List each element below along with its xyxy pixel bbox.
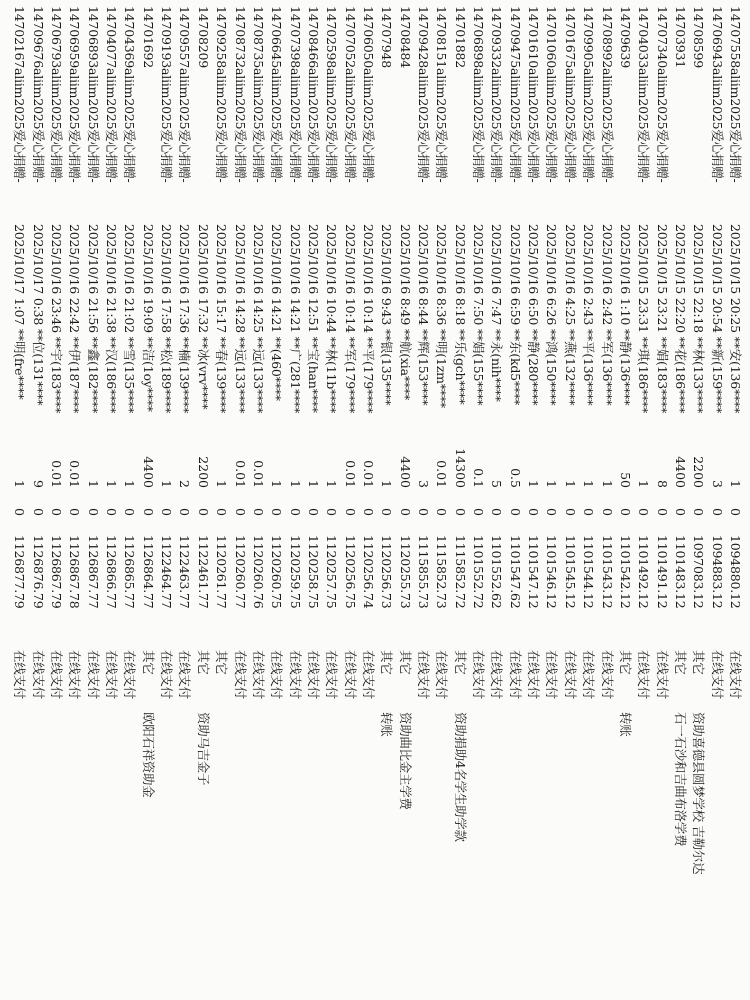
donation-id: 14701692 [140,6,156,69]
payment-method: 其它 [140,650,156,675]
donation-amount: 1 [85,480,101,488]
donation-id: 14701060aliim2025爱心捐赠- [544,6,560,183]
donation-time-donor: 2025/10/16 17:58 **松(189**** [159,224,175,414]
fee-value: 0 [562,508,578,516]
payment-method: 在线支付 [305,650,321,699]
donation-amount: 4400 [397,456,413,488]
remark-text: 转账 [379,712,395,737]
donation-amount: 0.1 [471,468,487,488]
donation-id: 14704369aliim2025爱心捐赠- [122,6,138,183]
running-balance: 1120260.76 [250,535,266,609]
donation-time-donor: 2025/10/16 1:10 **静(136**** [617,224,633,406]
donation-amount: 0.01 [232,460,248,488]
donation-id: 14709428aliim2025爱心捐赠- [416,6,432,183]
running-balance: 1115852.72 [452,535,468,609]
donation-time-donor: 2025/10/16 17:32 **冰(vrv**** [195,224,211,410]
donation-amount: 14300 [452,448,468,488]
donation-amount: 1 [581,480,597,488]
donation-id: 14706943aliim2025爱心捐赠- [709,6,725,183]
payment-method: 在线支付 [324,650,340,699]
payment-method: 在线支付 [526,650,542,699]
donation-id: 14706959aliim2025爱心捐赠- [67,6,83,183]
donation-time-donor: 2025/10/16 22:42 **伊(187**** [67,224,83,414]
running-balance: 1126867.78 [67,535,83,609]
payment-method: 在线支付 [122,650,138,699]
donation-amount: 1 [544,480,560,488]
donation-amount: 0.01 [67,460,83,488]
donation-time-donor: 2025/10/15 22:20 **花(186**** [672,224,688,414]
donation-id: 14707948 [379,6,395,69]
running-balance: 1101546.12 [544,535,560,609]
running-balance: 1120260.75 [269,535,285,609]
donation-id: 14706893aliim2025爱心捐赠- [85,6,101,183]
payment-method: 在线支付 [232,650,248,699]
donation-amount: 1 [324,480,340,488]
running-balance: 1120257.75 [324,535,340,609]
running-balance: 1126867.79 [49,535,65,609]
fee-value: 0 [526,508,542,516]
fee-value: 0 [177,508,193,516]
fee-value: 0 [250,508,266,516]
running-balance: 1122464.77 [159,535,175,609]
donation-id: 14708209 [195,6,211,69]
donation-amount: 2 [177,480,193,488]
payment-method: 在线支付 [507,650,523,699]
running-balance: 1101492.12 [636,535,652,609]
donation-amount: 9 [30,480,46,488]
donation-id: 14708599 [691,6,707,69]
donation-amount: 4400 [140,456,156,488]
running-balance: 1120261.77 [214,535,230,609]
fee-value: 0 [471,508,487,516]
payment-method: 在线支付 [287,650,303,699]
payment-method: 在线支付 [562,650,578,699]
donation-time-donor: 2025/10/16 14:28 **远(133**** [232,224,248,414]
fee-value: 0 [544,508,560,516]
running-balance: 1120256.75 [342,535,358,609]
donation-time-donor: 2025/10/16 12:51 **宝(han**** [305,224,321,413]
running-balance: 1126866.77 [104,535,120,609]
donation-time-donor: 2025/10/16 6:26 **鸿(150**** [544,224,560,406]
running-balance: 1120259.75 [287,535,303,609]
donation-id: 14707052aliim2025爱心捐赠- [342,6,358,183]
payment-method: 在线支付 [269,650,285,699]
donation-time-donor: 2025/10/15 20:54 **新(159**** [709,224,725,414]
fee-value: 0 [709,508,725,516]
donation-id: 14708484 [397,6,413,69]
fee-value: 0 [434,508,450,516]
donation-amount: 2200 [691,456,707,488]
donation-id: 14709676aliim2025爱心捐赠- [30,6,46,183]
running-balance: 1122463.77 [177,535,193,609]
payment-method: 在线支付 [544,650,560,699]
payment-method: 在线支付 [361,650,376,699]
donation-id: 14709475aliim2025爱心捐赠- [507,6,523,183]
donation-amount: 0.01 [434,460,450,488]
fee-value: 0 [12,508,28,516]
running-balance: 1101542.12 [617,535,633,609]
payment-method: 其它 [195,650,211,675]
donation-time-donor: 2025/10/15 23:31 **琪(186**** [636,224,652,414]
donation-time-donor: 2025/10/16 9:43 **银(135**** [379,224,395,406]
fee-value: 0 [379,508,395,516]
donation-id: 14709258aliim2025爱心捐赠- [214,6,230,183]
donation-time-donor: 2025/10/17 0:38 **位(131**** [30,224,46,406]
payment-method: 在线支付 [250,650,266,699]
payment-method: 其它 [617,650,633,675]
donation-id: 14709557aliim2025爱心捐赠- [177,6,193,183]
payment-method: 在线支付 [654,650,670,699]
donation-amount: 1 [287,480,303,488]
payment-method: 在线支付 [159,650,175,699]
running-balance: 1101552.72 [471,535,487,609]
payment-method: 在线支付 [599,650,615,699]
donation-time-donor: 2025/10/16 8:49 **航(xia**** [397,224,413,401]
payment-method: 其它 [397,650,413,675]
payment-method: 在线支付 [581,650,597,699]
donation-time-donor: 2025/10/16 10:14 **军(179**** [342,224,358,414]
donation-id: 14706645aliim2025爱心捐赠- [269,6,285,183]
donation-time-donor: 2025/10/16 7:50 **娟(155**** [471,224,487,406]
donation-time-donor: 2025/10/15 22:18 **林(133**** [691,224,707,414]
fee-value: 0 [104,508,120,516]
payment-method: 在线支付 [85,650,101,699]
running-balance: 1101547.62 [507,535,523,609]
running-balance: 1097083.12 [691,535,707,609]
running-balance: 1101547.12 [526,535,542,609]
donation-amount: 1 [636,480,652,488]
fee-value: 0 [507,508,523,516]
donation-id: 14703931 [672,6,688,69]
running-balance: 1122461.77 [195,535,211,609]
running-balance: 1126877.79 [12,535,28,609]
fee-value: 0 [195,508,211,516]
donation-time-donor: 2025/10/16 2:43 **平(136**** [581,224,597,406]
donation-id: 14701675aliim2025爱心捐赠- [562,6,578,183]
donation-time-donor: 2025/10/16 8:18 **乐(gch**** [452,224,468,405]
donation-amount: 1 [305,480,321,488]
donation-time-donor: 2025/10/16 15:17 **春(139**** [214,224,230,414]
donation-id: 14706793aliim2025爱心捐赠- [49,6,65,183]
remark-text: 转账 [617,712,633,737]
donation-id: 14709193aliim2025爱心捐赠- [159,6,175,183]
donation-id: 14707558aliim2025爱心捐赠- [728,6,743,183]
fee-value: 0 [232,508,248,516]
fee-value: 0 [85,508,101,516]
fee-value: 0 [636,508,652,516]
remark-text: 资助捐助4名学生助学款 [452,712,468,842]
fee-value: 0 [140,508,156,516]
fee-value: 0 [416,508,432,516]
running-balance: 1101543.12 [599,535,615,609]
remark-text: 资助曲比金主学费 [397,712,413,810]
donation-id: 14704033aliim2025爱心捐赠- [636,6,652,183]
donation-id: 14707398aliim2025爱心捐赠- [287,6,303,183]
payment-method: 在线支付 [636,650,652,699]
donation-amount: 1 [159,480,175,488]
running-balance: 1126876.79 [30,535,46,609]
donation-time-donor: 2025/10/16 23:46 **宇(183**** [49,224,65,414]
donation-amount: 1 [122,480,138,488]
remark-text: 欧阳石祥资助金 [140,712,156,798]
donation-time-donor: 2025/10/15 23:21 **娟(183**** [654,224,670,414]
fee-value: 0 [214,508,230,516]
donation-amount: 0.01 [250,460,266,488]
donation-amount: 2200 [195,456,211,488]
payment-method: 其它 [452,650,468,675]
running-balance: 1120258.75 [305,535,321,609]
donation-amount: 1 [562,480,578,488]
donation-time-donor: 2025/10/15 20:25 **安(136**** [728,224,743,414]
donation-amount: 3 [709,480,725,488]
payment-method: 在线支付 [471,650,487,699]
donation-amount: 1 [599,480,615,488]
donation-id: 14702598aliim2025爱心捐赠- [324,6,340,183]
fee-value: 0 [159,508,175,516]
donation-id: 14704077aliim2025爱心捐赠- [104,6,120,183]
fee-value: 0 [452,508,468,516]
payment-method: 在线支付 [12,650,28,699]
fee-value: 0 [305,508,321,516]
donation-amount: 50 [617,472,633,488]
fee-value: 0 [122,508,138,516]
donation-amount: 0.5 [507,468,523,488]
donation-amount: 3 [416,480,432,488]
payment-method: 在线支付 [342,650,358,699]
payment-method: 在线支付 [728,650,743,699]
donation-id: 14708151aliim2025爱心捐赠- [434,6,450,183]
donation-amount: 1 [379,480,395,488]
donation-time-donor: 2025/10/16 14:25 **远(133**** [250,224,266,414]
running-balance: 1120255.73 [397,535,413,609]
payment-method: 在线支付 [709,650,725,699]
donation-time-donor: 2025/10/16 6:59 **东(kd5**** [507,224,523,406]
running-balance: 1094883.12 [709,535,725,609]
donation-id: 14708466aliim2025爱心捐赠- [305,6,321,183]
donation-time-donor: 2025/10/16 10:44 **林(11b**** [324,224,340,414]
donation-id: 14706050aliim2025爱心捐赠- [361,6,376,183]
donation-id: 14702167aliim2025爱心捐赠- [12,6,28,183]
payment-method: 其它 [672,650,688,675]
remark-text: 石一石沙和吉曲布洛学费 [672,712,688,847]
running-balance: 1094880.12 [728,535,743,609]
donation-amount: 1 [526,480,542,488]
fee-value: 0 [49,508,65,516]
fee-value: 0 [728,508,743,516]
donation-time-donor: 2025/10/16 17:36 **楠(139**** [177,224,193,414]
fee-value: 0 [617,508,633,516]
running-balance: 1120256.73 [379,535,395,609]
donation-id: 14707340aliim2025爱心捐赠- [654,6,670,183]
fee-value: 0 [361,508,376,516]
donation-time-donor: 2025/10/16 21:02 **雪(135**** [122,224,138,414]
running-balance: 1101491.12 [654,535,670,609]
running-balance: 1120256.74 [361,535,376,609]
donation-time-donor: 2025/10/16 21:38 **汉(186**** [104,224,120,414]
fee-value: 0 [67,508,83,516]
payment-method: 在线支付 [67,650,83,699]
running-balance: 1101552.62 [489,535,505,609]
donation-id: 14706898aliim2025爱心捐赠- [471,6,487,183]
fee-value: 0 [672,508,688,516]
running-balance: 1126867.77 [85,535,101,609]
remark-text: 资助喜德县圆梦学校 吉勒尔达 [691,712,707,875]
running-balance: 1101545.12 [562,535,578,609]
fee-value: 0 [342,508,358,516]
donation-amount: 1 [214,480,230,488]
running-balance: 1101544.12 [581,535,597,609]
donation-time-donor: 2025/10/16 7:47 **永(nih**** [489,224,505,402]
donation-amount: 0.01 [49,460,65,488]
fee-value: 0 [691,508,707,516]
donation-id: 14709905aliim2025爱心捐赠- [581,6,597,183]
donation-id: 14709332aliim2025爱心捐赠- [489,6,505,183]
donation-time-donor: 2025/10/16 8:44 **辉(153**** [416,224,432,406]
donation-amount: 0.01 [361,460,376,488]
payment-method: 在线支付 [416,650,432,699]
payment-method: 其它 [214,650,230,675]
ledger-row [7,0,33,1000]
donation-time-donor: 2025/10/16 21:56 **鑫(182**** [85,224,101,414]
donation-time-donor: 2025/10/16 10:14 **平(179**** [361,224,376,414]
donation-time-donor: 2025/10/16 19:09 **洁(1oy**** [140,224,156,412]
donation-time-donor: 2025/10/16 2:42 **军(136**** [599,224,615,406]
payment-method: 在线支付 [30,650,46,699]
payment-method: 在线支付 [434,650,450,699]
donation-id: 14708735aliim2025爱心捐赠- [250,6,266,183]
donation-time-donor: 2025/10/16 4:25 **燕(132**** [562,224,578,406]
donation-time-donor: 2025/10/16 8:36 **明(1zm**** [434,224,450,408]
payment-method: 在线支付 [177,650,193,699]
donation-amount: 1 [269,480,285,488]
running-balance: 1126865.77 [122,535,138,609]
donation-amount: 8 [654,480,670,488]
running-balance: 1101483.12 [672,535,688,609]
donation-id: 14708992aliim2025爱心捐赠- [599,6,615,183]
payment-method: 其它 [691,650,707,675]
payment-method: 在线支付 [489,650,505,699]
donation-amount: 4400 [672,456,688,488]
donation-amount: 1 [12,480,28,488]
donation-amount: 1 [728,480,743,488]
running-balance: 1115855.73 [416,535,432,609]
running-balance: 1120260.77 [232,535,248,609]
fee-value: 0 [269,508,285,516]
remark-text: 资助马吉金子 [195,712,211,786]
donation-time-donor: 2025/10/16 14:21 **广(281**** [287,224,303,414]
payment-method: 在线支付 [104,650,120,699]
fee-value: 0 [599,508,615,516]
fee-value: 0 [30,508,46,516]
payment-method: 其它 [379,650,395,675]
fee-value: 0 [324,508,340,516]
fee-value: 0 [581,508,597,516]
donation-time-donor: 2025/10/17 1:07 **明(fre**** [12,224,28,400]
fee-value: 0 [287,508,303,516]
fee-value: 0 [397,508,413,516]
payment-method: 在线支付 [49,650,65,699]
donation-id: 14701610aliim2025爱心捐赠- [526,6,542,183]
donation-amount: 5 [489,480,505,488]
running-balance: 1126864.77 [140,535,156,609]
donation-id: 14709639 [617,6,633,69]
donation-amount: 0.01 [342,460,358,488]
donation-time-donor: 2025/10/16 6:50 **静(280**** [526,224,542,406]
running-balance: 1115852.73 [434,535,450,609]
fee-value: 0 [489,508,505,516]
donation-time-donor: 2025/10/16 14:21 **(460**** [269,224,285,401]
donation-id: 14708732aliim2025爱心捐赠- [232,6,248,183]
donation-id: 14701882 [452,6,468,69]
fee-value: 0 [654,508,670,516]
donation-amount: 1 [104,480,120,488]
